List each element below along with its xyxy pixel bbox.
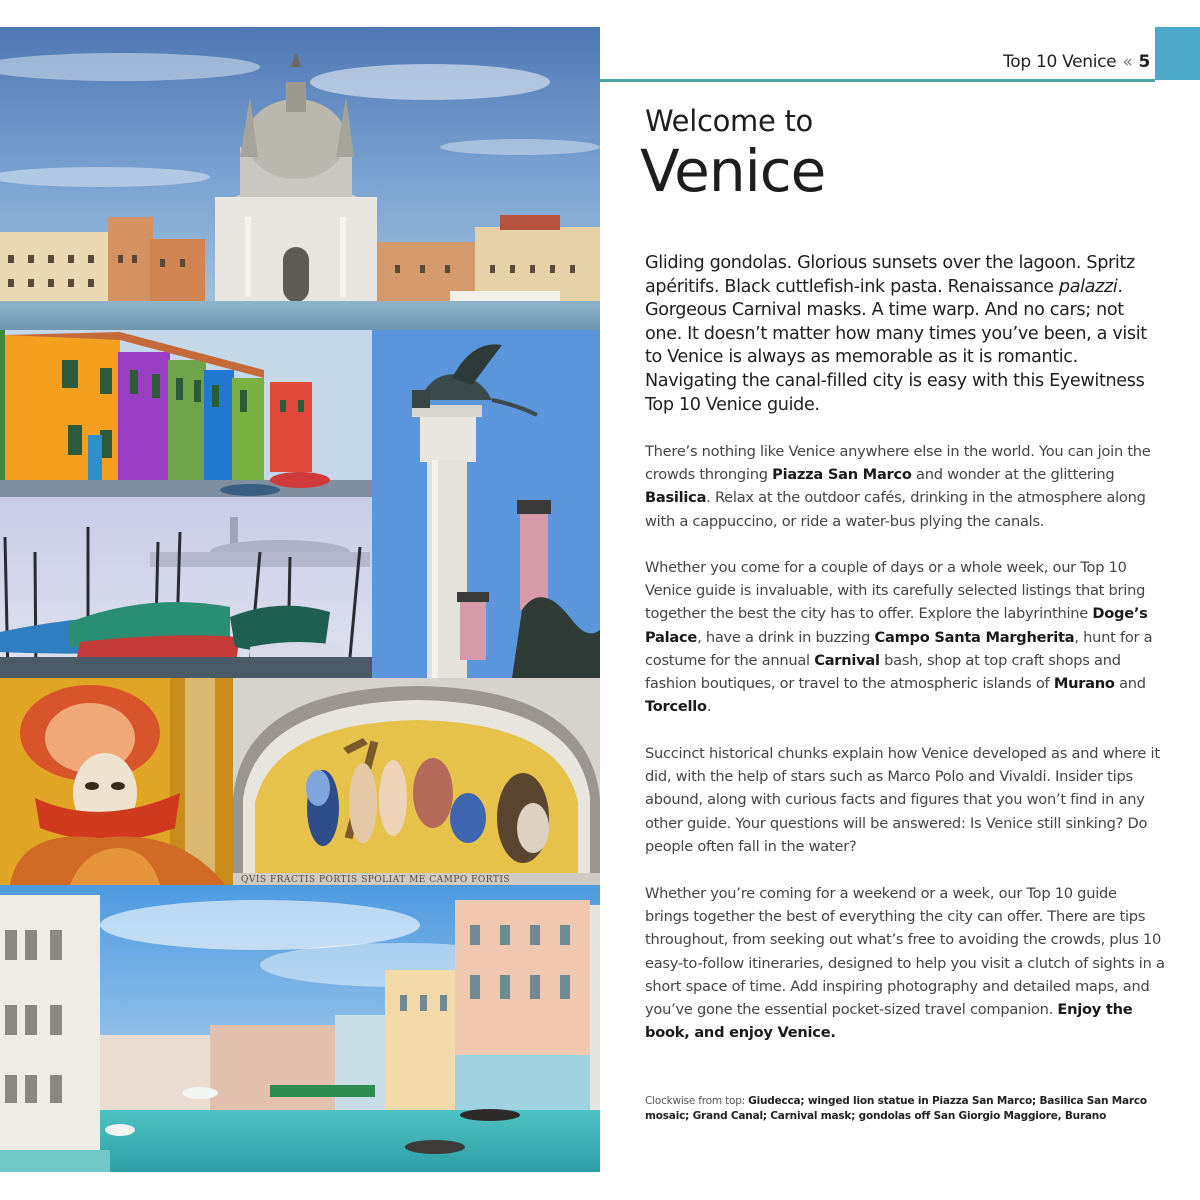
text-run: . Relax at the outdoor cafés, drinking in the atmosphere along with a cappuccino, or ride a water-bus plying the canals. — [645, 489, 1146, 530]
photo-caption — [645, 1094, 1155, 1124]
header-rule — [600, 79, 1155, 82]
photo-grand-canal — [0, 885, 600, 1172]
highlighted-term: Torcello — [645, 698, 707, 716]
running-title: Top 10 Venice — [1003, 52, 1117, 72]
highlighted-term: Basilica — [645, 489, 707, 507]
highlighted-term: Enjoy the book, and enjoy Venice. — [645, 1001, 1133, 1042]
highlighted-term: Carnival — [814, 651, 880, 669]
text-run: Gliding gondolas. Glorious sunsets over the lagoon. Spritz apéritifs. Black cuttlefish-ink pasta. Renaissance — [645, 253, 1135, 297]
page-number: 5 — [1138, 52, 1150, 72]
text-run: and — [1114, 675, 1146, 693]
page-title: Venice — [640, 137, 826, 205]
running-head — [1003, 52, 1150, 72]
text-run: , hunt for a costume for the annual — [645, 628, 1153, 669]
caption-prefix: Clockwise from top: — [645, 1095, 749, 1107]
highlighted-term: Doge’s Palace — [645, 605, 1148, 646]
photo-lion-column — [372, 330, 600, 678]
caption-text: Giudecca; winged lion statue in Piazza San Marco; Basilica San Marco mosaic; Grand Canal; Carnival mask; gondolas off San Giorgio Maggiore, Burano — [645, 1095, 1147, 1122]
body-paragraph-3 — [645, 742, 1165, 858]
body-paragraph-2 — [645, 556, 1165, 718]
double-chevron-left-icon: « — [1122, 52, 1133, 72]
body-paragraph-1 — [645, 440, 1165, 533]
photo-gondolas — [0, 497, 372, 678]
text-run: palazzi — [1058, 276, 1118, 297]
header-accent-tab — [1155, 27, 1200, 80]
text-run: and wonder at the glittering — [911, 466, 1115, 484]
photo-giudecca — [0, 27, 600, 330]
photo-burano — [0, 330, 372, 497]
photo-carnival-mask — [0, 678, 233, 885]
photo-basilica-mosaic — [233, 678, 600, 885]
text-run: . — [706, 698, 712, 716]
text-run: , have a drink in buzzing — [697, 628, 875, 646]
text-run: Succinct historical chunks explain how Venice developed as and where it did, with the help of stars such as Marco Polo and Vivaldi. Insider tips abound, along with curious facts and figures that you won’t find in any other guide. Your questions will be answered: Is Venice still sinking? Do people often fall in the water? — [645, 745, 1160, 855]
highlighted-term: Campo Santa Margherita — [874, 628, 1075, 646]
text-run: There’s nothing like Venice anywhere else in the world. You can join the crowds thronging — [645, 443, 1151, 484]
text-run: . Gorgeous Carnival masks. A time warp. And no cars; not one. It doesn’t matter how many times you’ve been, a visit to Venice is always as memorable as it is romantic. Navigating the canal-filled city is easy with this Eyewitness Top 10 Venice guide. — [645, 276, 1147, 415]
highlighted-term: Piazza San Marco — [772, 466, 912, 484]
highlighted-term: Murano — [1053, 675, 1115, 693]
text-run: bash, shop at top craft shops and fashion boutiques, or travel to the atmospheric islands of — [645, 651, 1121, 693]
mosaic-inscription: QVIS FRACTIS PORTIS SPOLIAT ME CAMPO FORTIS — [241, 875, 511, 885]
body-paragraph-4 — [645, 882, 1165, 1044]
page-title-prefix: Welcome to — [645, 104, 813, 138]
text-run: Whether you come for a couple of days or a whole week, our Top 10 Venice guide is invaluable, with its carefully selected listings that bring together the best the city has to offer. Explore the labyrinthine — [645, 559, 1146, 623]
intro-paragraph — [645, 252, 1165, 417]
text-run: Whether you’re coming for a weekend or a week, our Top 10 guide brings together the best of everything the city can offer. There are tips throughout, from seeking out what’s free to avoiding the crowds, plus 10 easy-to-follow itineraries, designed to help you visit a clutch of sights in a short space of time. Add inspiring photography and detailed maps, and you’ve gone the essential pocket-sized travel companion. — [645, 885, 1165, 1019]
